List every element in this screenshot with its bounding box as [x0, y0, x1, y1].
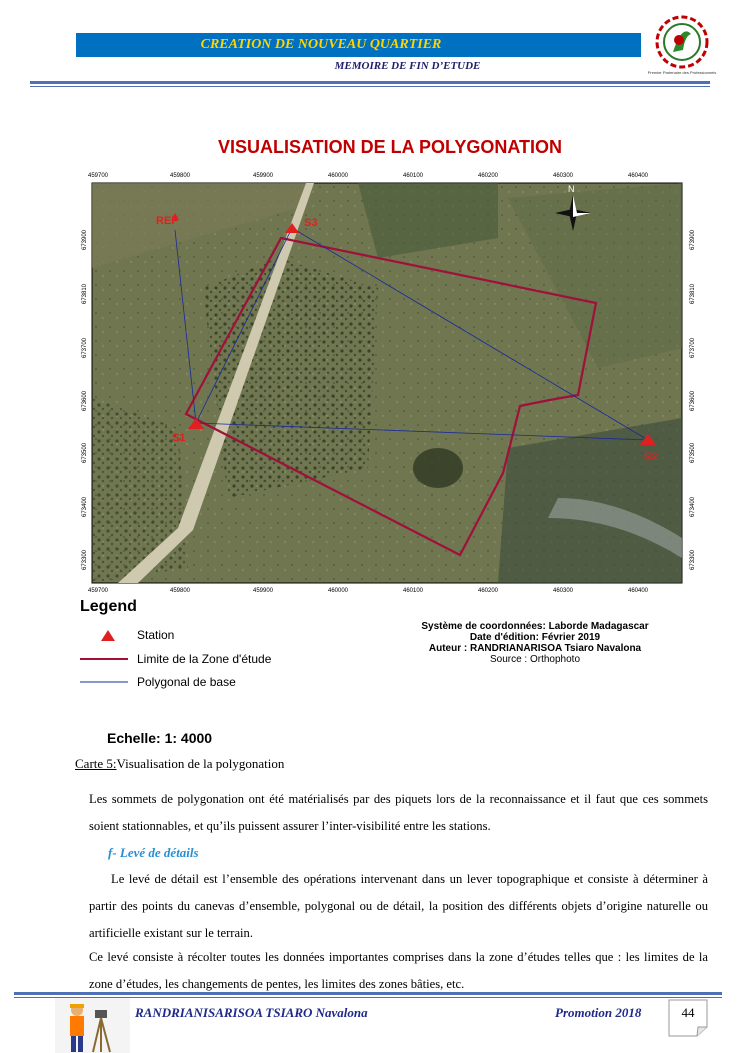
map-metadata: [380, 621, 690, 665]
north-label: N: [568, 184, 575, 194]
y-tick-right: 673810: [690, 283, 696, 304]
x-tick-top: 459800: [170, 173, 191, 179]
paragraph-leve-contents: Ce levé consiste à récolter toutes les données importantes comprises dans la zone d’études telles que : les limites de la zone d’études, les changements de pentes, les limites des zones bâties, etc.: [89, 950, 708, 991]
y-tick-right: 673300: [690, 549, 696, 570]
meta-source: Source : Orthophoto: [489, 654, 581, 665]
x-tick-bottom: 459800: [170, 588, 191, 594]
page-number: 44: [681, 1005, 695, 1020]
x-tick-bottom: 460100: [403, 588, 424, 594]
y-tick-right: 673700: [690, 337, 696, 358]
footer-promotion: Promotion 2018: [555, 1005, 642, 1020]
meta-author: Auteur : RANDRIANARISOA Tsiaro Navalona: [428, 643, 642, 654]
x-tick-bottom: 460000: [328, 588, 349, 594]
y-tick-right: 673900: [690, 229, 696, 250]
y-tick-right: 673600: [690, 390, 696, 411]
map-scale: Echelle: 1: 4000: [107, 730, 213, 746]
x-tick-top: 460300: [553, 173, 574, 179]
legend-zone-limit: Limite de la Zone d'étude: [137, 652, 272, 666]
station-legend-icon: [80, 628, 140, 642]
y-tick-left: 673600: [82, 390, 88, 411]
x-tick-top: 460100: [403, 173, 424, 179]
x-tick-top: 460200: [478, 173, 499, 179]
map-title: VISUALISATION DE LA POLYGONATION: [217, 137, 563, 157]
header-divider-thin: [30, 86, 710, 87]
caption-label: Carte 5:: [75, 756, 117, 771]
x-tick-bottom: 460300: [553, 588, 574, 594]
legend-polygonal: Polygonal de base: [137, 675, 236, 689]
section-heading-leve-details: f- Levé de détails: [108, 845, 199, 860]
legend-title: Legend: [80, 598, 137, 615]
polygonal-legend-icon: [80, 675, 140, 689]
y-tick-left: 673500: [82, 442, 88, 463]
header-divider: [30, 81, 710, 84]
institution-logo: [643, 14, 721, 76]
figure-caption: [75, 756, 284, 772]
document-title: CREATION DE NOUVEAU QUARTIER: [200, 37, 442, 52]
x-tick-top: 460000: [328, 173, 349, 179]
x-ticks-bottom: [88, 588, 649, 594]
x-tick-bottom: 460200: [478, 588, 499, 594]
paragraph-polygonation: Les sommets de polygonation ont été matérialisés par des piquets lors de la reconnaissance et il faut que ces sommets soient stationnables, et qu’ils puissent assurer l’inter-visibilité entre les stations.: [89, 792, 708, 833]
x-tick-bottom: 460400: [628, 588, 649, 594]
station-label-s3: S3: [304, 217, 318, 229]
legend-station: Station: [137, 628, 175, 642]
y-tick-left: 673810: [82, 283, 88, 304]
y-tick-right: 673400: [690, 496, 696, 517]
x-tick-top: 460400: [628, 173, 649, 179]
paragraph-leve-detail: Le levé de détail est l’ensemble des opérations intervenant dans un lever topographique et consiste à déterminer à partir des points du canevas d’ensemble, polygonal ou de détail, la position des différents objets d’origine naturelle ou artificielle existant sur le terrain.: [89, 872, 708, 940]
logo-caption: Premier Partenaire des Professionnels: [647, 70, 717, 75]
polygonation-map: [78, 168, 700, 594]
y-tick-left: 673300: [82, 549, 88, 570]
y-tick-left: 673700: [82, 337, 88, 358]
x-tick-top: 459700: [88, 173, 109, 179]
station-label-ref: REF: [156, 215, 178, 227]
footer-divider: [14, 992, 722, 995]
caption-text: Visualisation de la polygonation: [116, 756, 285, 771]
footer-author: RANDRIANISARISOA TSIARO Navalona: [135, 1005, 368, 1020]
meta-coordinates: Système de coordonnées: Laborde Madagascar: [421, 621, 649, 632]
x-tick-top: 459900: [253, 173, 274, 179]
x-tick-bottom: 459900: [253, 588, 274, 594]
zone-limit-legend-icon: [80, 652, 140, 666]
station-label-s1: S1: [172, 432, 186, 444]
y-tick-left: 673900: [82, 229, 88, 250]
y-tick-right: 673500: [690, 442, 696, 463]
station-label-s2: S2: [644, 451, 658, 463]
document-subtitle: MEMOIRE DE FIN D’ETUDE: [334, 60, 481, 72]
x-tick-bottom: 459700: [88, 588, 109, 594]
y-tick-left: 673400: [82, 496, 88, 517]
surveyor-icon: [55, 998, 130, 1053]
meta-date: Date d'édition: Février 2019: [469, 632, 601, 643]
